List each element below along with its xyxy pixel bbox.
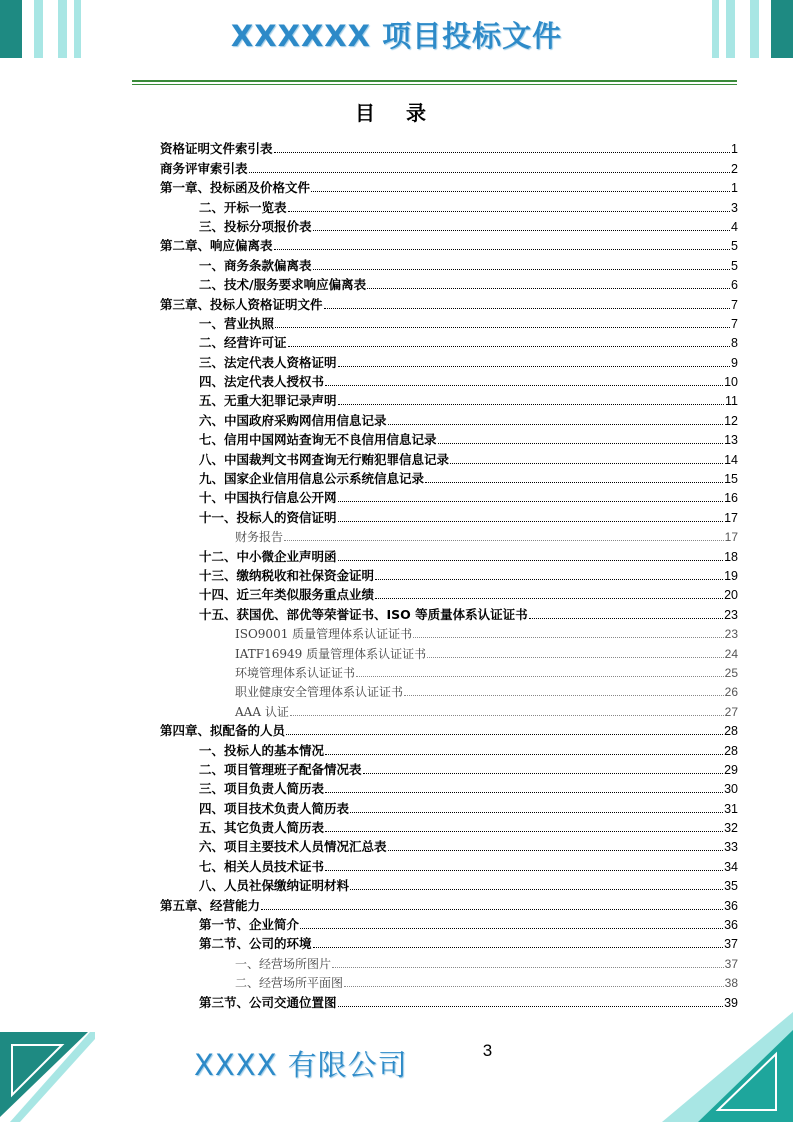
- toc-entry-page: 15: [724, 472, 738, 487]
- toc-dot-leader: [274, 249, 731, 250]
- toc-entry-page: 3: [731, 200, 738, 215]
- toc-dot-leader: [288, 211, 731, 212]
- toc-dot-leader: [375, 598, 723, 599]
- toc-entry[interactable]: [160, 681, 738, 700]
- toc-entry[interactable]: [160, 177, 738, 196]
- toc-dot-leader: [427, 657, 724, 658]
- toc-entry-page: 36: [724, 898, 738, 913]
- toc-entry-title: 二、项目管理班子配备情况表: [199, 761, 362, 777]
- toc-dot-leader: [338, 560, 724, 561]
- toc-entry[interactable]: [160, 409, 738, 428]
- toc-entry-title: 一、经营场所图片: [235, 956, 332, 971]
- toc-entry-title: 四、法定代表人授权书: [199, 374, 325, 390]
- footer-decoration-right: [658, 1012, 793, 1122]
- toc-entry-page: 28: [724, 743, 738, 758]
- toc-entry[interactable]: [160, 565, 738, 584]
- toc-entry-page: 4: [731, 219, 738, 234]
- toc-entry-page: 2: [731, 161, 738, 176]
- toc-entry[interactable]: [160, 526, 738, 545]
- toc-entry-page: 25: [724, 665, 738, 680]
- toc-dot-leader: [284, 540, 724, 541]
- header-title: XXXXXX 项目投标文件: [230, 19, 563, 53]
- toc-entry-title: 第三章、投标人资格证明文件: [160, 296, 323, 312]
- toc-entry-page: 24: [724, 646, 738, 661]
- toc-entry-title: 六、项目主要技术人员情况汇总表: [199, 839, 387, 855]
- toc-entry[interactable]: [160, 662, 738, 681]
- toc-dot-leader: [344, 986, 724, 987]
- toc-dot-leader: [313, 230, 731, 231]
- toc-entry[interactable]: [160, 778, 738, 797]
- toc-entry[interactable]: [160, 313, 738, 332]
- toc-entry-page: 20: [724, 588, 738, 603]
- toc-entry-title: 财务报告: [235, 530, 284, 545]
- toc-entry-page: 11: [725, 394, 738, 409]
- toc-entry[interactable]: [160, 138, 738, 157]
- toc-dot-leader: [338, 501, 724, 502]
- toc-entry-title: 八、中国裁判文书网查询无行贿犯罪信息记录: [199, 451, 450, 467]
- toc-entry[interactable]: [160, 817, 738, 836]
- toc-entry-page: 9: [731, 355, 738, 370]
- toc-entry-page: 38: [724, 976, 738, 991]
- toc-entry-page: 30: [724, 782, 738, 797]
- toc-entry[interactable]: [160, 506, 738, 525]
- toc-entry[interactable]: [160, 991, 738, 1010]
- toc-entry[interactable]: [160, 797, 738, 816]
- toc-entry[interactable]: [160, 351, 738, 370]
- toc-entry-title: 三、项目负责人简历表: [199, 781, 325, 797]
- toc-entry-title: 三、投标分项报价表: [199, 218, 312, 234]
- toc-entry[interactable]: [160, 216, 738, 235]
- toc-entry-title: 职业健康安全管理体系认证证书: [235, 685, 404, 700]
- toc-dot-leader: [350, 812, 723, 813]
- toc-entry[interactable]: [160, 448, 738, 467]
- toc-entry-title: 一、投标人的基本情况: [199, 742, 325, 758]
- toc-dot-leader: [529, 618, 723, 619]
- toc-entry-title: 第三节、公司交通位置图: [199, 994, 337, 1010]
- toc-dot-leader: [325, 792, 723, 793]
- toc-entry-title: 环境管理体系认证证书: [235, 665, 356, 680]
- toc-entry-page: 29: [724, 762, 738, 777]
- toc-entry-title: 十五、获国优、部优等荣誉证书、ISO 等质量体系认证证书: [199, 606, 528, 622]
- toc-entry-title: 商务评审索引表: [160, 160, 248, 176]
- toc-entry-page: 10: [724, 375, 738, 390]
- toc-dot-leader: [338, 366, 731, 367]
- toc-entry-page: 13: [724, 433, 738, 448]
- toc-entry-page: 27: [724, 704, 738, 719]
- toc-entry-title: 十、中国执行信息公开网: [199, 490, 337, 506]
- toc-entry[interactable]: [160, 700, 738, 719]
- toc-entry[interactable]: [160, 584, 738, 603]
- toc-dot-leader: [313, 947, 724, 948]
- toc-entry-page: 18: [724, 549, 738, 564]
- toc-dot-leader: [388, 850, 724, 851]
- toc-entry[interactable]: [160, 487, 738, 506]
- toc-dot-leader: [375, 579, 723, 580]
- toc-entry-title: 九、国家企业信用信息公示系统信息记录: [199, 471, 425, 487]
- toc-entry[interactable]: [160, 274, 738, 293]
- toc-entry[interactable]: [160, 894, 738, 913]
- toc-entry-page: 1: [731, 181, 738, 196]
- toc-entry-page: 5: [731, 239, 738, 254]
- toc-dot-leader: [274, 152, 731, 153]
- toc-entry-title: 十四、近三年类似服务重点业绩: [199, 587, 375, 603]
- footer-company-name: XXXX 有限公司: [194, 1048, 408, 1082]
- toc-entry-page: 16: [724, 491, 738, 506]
- toc-entry-page: 1: [731, 142, 738, 157]
- toc-entry-page: 31: [724, 801, 738, 816]
- toc-entry-page: 33: [724, 840, 738, 855]
- toc-dot-leader: [388, 424, 724, 425]
- toc-entry[interactable]: [160, 952, 738, 971]
- toc-entry-title: 第一章、投标函及价格文件: [160, 180, 311, 196]
- toc-entry-title: 二、技术/服务要求响应偏离表: [199, 277, 367, 293]
- toc-dot-leader: [450, 463, 723, 464]
- toc-entry-page: 37: [724, 937, 738, 952]
- toc-entry-title: 第二章、响应偏离表: [160, 238, 273, 254]
- toc-entry[interactable]: [160, 429, 738, 448]
- toc-entry-page: 8: [731, 336, 738, 351]
- toc-entry[interactable]: [160, 623, 738, 642]
- toc-entry-title: 十二、中小微企业声明函: [199, 548, 337, 564]
- toc-title: 目 录: [355, 101, 438, 125]
- toc-dot-leader: [350, 889, 723, 890]
- toc-entry-title: 五、无重大犯罪记录声明: [199, 393, 337, 409]
- toc-entry-title: 十一、投标人的资信证明: [199, 509, 337, 525]
- toc-dot-leader: [413, 637, 723, 638]
- toc-entry[interactable]: [160, 545, 738, 564]
- toc-dot-leader: [261, 909, 723, 910]
- toc-entry-title: 二、开标一览表: [199, 199, 287, 215]
- toc-entry[interactable]: [160, 332, 738, 351]
- toc-entry-title: 二、经营许可证: [199, 335, 287, 351]
- toc-entry[interactable]: [160, 293, 738, 312]
- toc-entry[interactable]: [160, 855, 738, 874]
- header-rule: [132, 80, 737, 82]
- toc-entry-title: IATF16949 质量管理体系认证证书: [235, 646, 427, 661]
- toc-dot-leader: [325, 831, 723, 832]
- toc-dot-leader: [438, 443, 724, 444]
- toc-entry[interactable]: [160, 196, 738, 215]
- toc-entry-page: 19: [724, 568, 738, 583]
- toc-entry[interactable]: [160, 933, 738, 952]
- toc-entry-title: 第五章、经营能力: [160, 897, 261, 913]
- toc-entry[interactable]: [160, 468, 738, 487]
- toc-entry-page: 7: [731, 297, 738, 312]
- toc-entry-title: 十三、缴纳税收和社保资金证明: [199, 567, 375, 583]
- toc-entry-title: 八、人员社保缴纳证明材料: [199, 878, 350, 894]
- toc-entry[interactable]: [160, 914, 738, 933]
- toc-dot-leader: [425, 482, 723, 483]
- toc-entry[interactable]: [160, 875, 738, 894]
- toc-entry-page: 14: [724, 452, 738, 467]
- toc-entry-page: 12: [724, 413, 738, 428]
- toc-entry[interactable]: [160, 642, 738, 661]
- toc-dot-leader: [286, 734, 723, 735]
- page-number: 3: [482, 1041, 493, 1060]
- toc-dot-leader: [288, 346, 731, 347]
- toc-dot-leader: [325, 385, 723, 386]
- toc-entry-title: AAA 认证: [235, 704, 289, 719]
- toc-entry-page: 26: [724, 685, 738, 700]
- toc-entry-page: 36: [724, 918, 738, 933]
- toc-entry-page: 34: [724, 859, 738, 874]
- toc-dot-leader: [332, 967, 724, 968]
- toc-dot-leader: [363, 773, 724, 774]
- toc-entry[interactable]: [160, 759, 738, 778]
- toc-entry-title: 七、相关人员技术证书: [199, 858, 325, 874]
- toc-entry-page: 17: [724, 510, 738, 525]
- toc-entry-page: 23: [724, 607, 738, 622]
- toc-entry[interactable]: [160, 157, 738, 176]
- toc-entry-title: 第四章、拟配备的人员: [160, 723, 286, 739]
- toc-dot-leader: [367, 288, 730, 289]
- toc-dot-leader: [311, 191, 730, 192]
- toc-entry[interactable]: [160, 720, 738, 739]
- toc-entry[interactable]: [160, 371, 738, 390]
- header-rule-thin: [132, 84, 737, 85]
- toc-entry-title: 七、信用中国网站查询无不良信用信息记录: [199, 432, 437, 448]
- toc-entry-page: 23: [724, 627, 738, 642]
- toc-dot-leader: [249, 172, 731, 173]
- toc-entry[interactable]: [160, 739, 738, 758]
- toc-entry[interactable]: [160, 254, 738, 273]
- toc-entry-page: 6: [731, 278, 738, 293]
- toc-entry[interactable]: [160, 390, 738, 409]
- toc-entry-title: 第一节、企业简介: [199, 917, 300, 933]
- toc-entry-title: 一、营业执照: [199, 315, 275, 331]
- toc-dot-leader: [313, 269, 731, 270]
- toc-dot-leader: [338, 1006, 724, 1007]
- toc-entry-page: 28: [724, 724, 738, 739]
- toc-entry[interactable]: [160, 836, 738, 855]
- toc-entry-title: 六、中国政府采购网信用信息记录: [199, 412, 387, 428]
- toc-entry[interactable]: [160, 603, 738, 622]
- toc-entry[interactable]: [160, 972, 738, 991]
- toc-entry[interactable]: [160, 235, 738, 254]
- toc-entry-title: 一、商务条款偏离表: [199, 257, 312, 273]
- toc-dot-leader: [338, 521, 724, 522]
- toc-dot-leader: [300, 928, 723, 929]
- toc-entry-page: 7: [731, 316, 738, 331]
- toc-entry-page: 32: [724, 821, 738, 836]
- toc-dot-leader: [325, 754, 723, 755]
- toc-entry-page: 37: [724, 956, 738, 971]
- toc-entry-title: 五、其它负责人简历表: [199, 820, 325, 836]
- toc-entry-page: 35: [724, 879, 738, 894]
- toc-entry-title: 二、经营场所平面图: [235, 976, 344, 991]
- toc-entry-page: 39: [724, 995, 738, 1010]
- toc-entry-title: ISO9001 质量管理体系认证证书: [235, 627, 413, 642]
- toc-entry-title: 第二节、公司的环境: [199, 936, 312, 952]
- toc-dot-leader: [338, 404, 725, 405]
- toc-dot-leader: [356, 676, 724, 677]
- toc-entry-title: 四、项目技术负责人简历表: [199, 800, 350, 816]
- toc-entry-page: 5: [731, 258, 738, 273]
- toc-dot-leader: [324, 308, 731, 309]
- toc-dot-leader: [404, 695, 724, 696]
- toc-dot-leader: [325, 870, 723, 871]
- toc-entry-title: 三、法定代表人资格证明: [199, 354, 337, 370]
- toc-dot-leader: [290, 715, 724, 716]
- toc-entry-page: 17: [724, 530, 738, 545]
- toc-dot-leader: [275, 327, 730, 328]
- table-of-contents: [160, 138, 738, 1011]
- toc-entry-title: 资格证明文件索引表: [160, 141, 273, 157]
